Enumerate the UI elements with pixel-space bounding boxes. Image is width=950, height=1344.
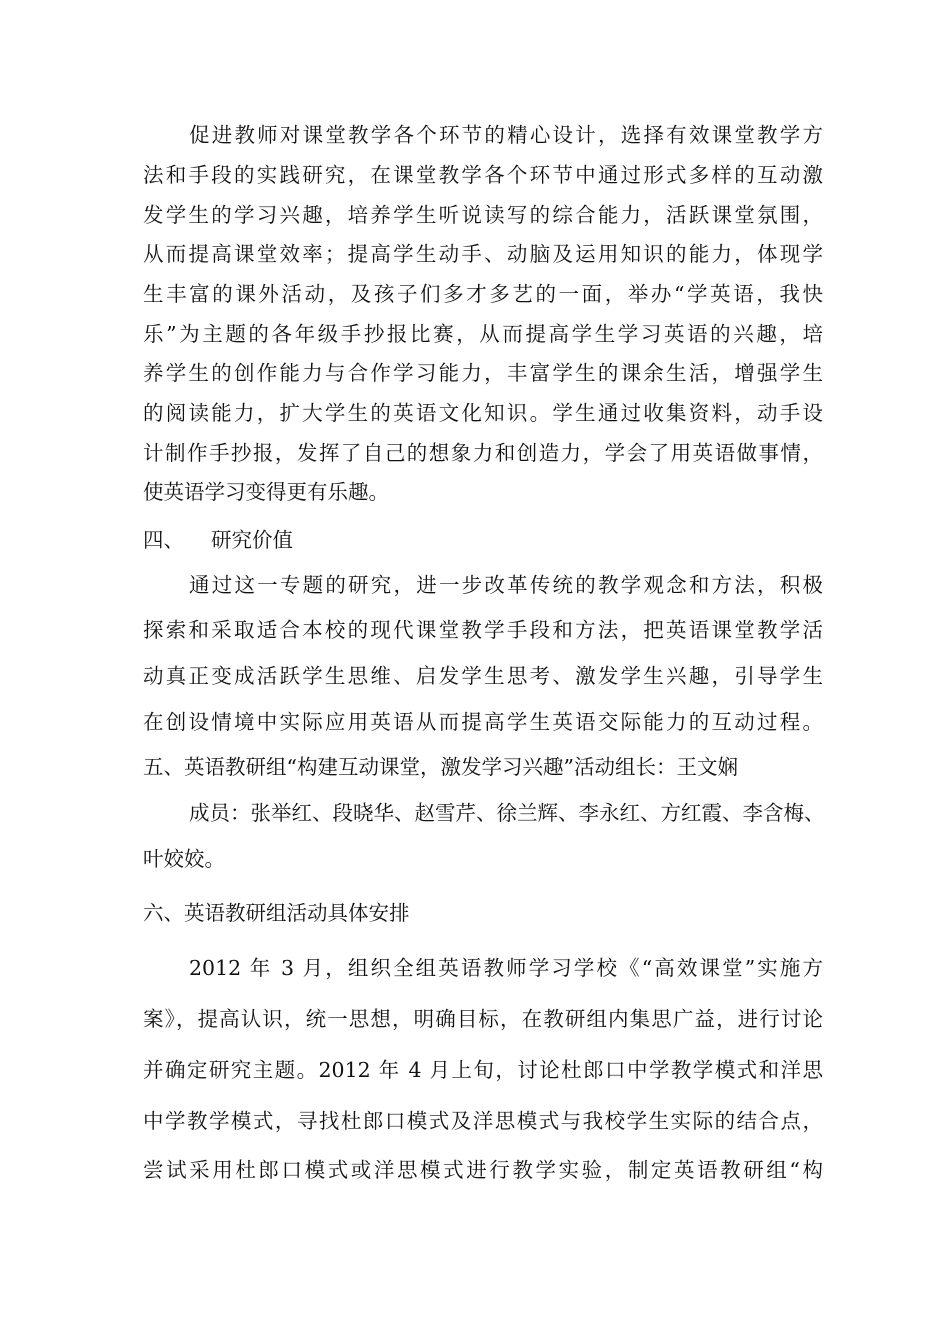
text-line: 探索和采取适合本校的现代课堂教学手段和方法，把英语课堂教学活 <box>143 618 823 642</box>
section-title: 研究价值 <box>211 528 293 552</box>
section-number: 四、 <box>143 528 184 552</box>
text-line: 案》，提高认识，统一思想，明确目标，在教研组内集思广益，进行讨论 <box>143 1007 823 1031</box>
text-line: 中学教学模式，寻找杜郎口模式及洋思模式与我校学生实际的结合点， <box>143 1109 823 1133</box>
section-heading-schedule: 六、英语教研组活动具体安排 <box>143 901 410 925</box>
text-line: 的阅读能力，扩大学生的英语文化知识。学生通过收集资料，动手设 <box>143 401 823 425</box>
text-line: 动真正变成活跃学生思维、启发学生思考、激发学生兴趣，引导学生 <box>143 664 823 688</box>
text-line: 乐”为主题的各年级手抄报比赛，从而提高学生学习英语的兴趣，培 <box>143 322 823 346</box>
text-line: 计制作手抄报，发挥了自己的想象力和创造力，学会了用英语做事情， <box>143 441 823 465</box>
text-line: 使英语学习变得更有乐趣。 <box>143 480 389 504</box>
text-line: 生丰富的课外活动，及孩子们多才多艺的一面，举办“学英语，我快 <box>143 282 823 306</box>
text-line: 叶姣姣。 <box>143 847 225 871</box>
text-line: 通过这一专题的研究，进一步改革传统的教学观念和方法，积极 <box>189 573 823 597</box>
text-line: 法和手段的实践研究，在课堂教学各个环节中通过形式多样的互动激 <box>143 163 823 187</box>
text-line: 2012 年 3 月，组织全组英语教师学习学校《“高效课堂”实施方 <box>189 956 823 980</box>
text-line: 尝试采用杜郎口模式或洋思模式进行教学实验，制定英语教研组“构 <box>143 1158 823 1182</box>
text-line: 并确定研究主题。2012 年 4 月上旬，讨论杜郎口中学教学模式和洋思 <box>143 1058 823 1082</box>
text-line: 在创设情境中实际应用英语从而提高学生英语交际能力的互动过程。 <box>143 710 823 734</box>
text-line: 发学生的学习兴趣，培养学生听说读写的综合能力，活跃课堂氛围， <box>143 203 823 227</box>
text-line: 成员：张举红、段晓华、赵雪芹、徐兰辉、李永红、方红霞、李含梅、 <box>189 801 825 825</box>
text-line: 养学生的创作能力与合作学习能力，丰富学生的课余生活，增强学生 <box>143 361 823 385</box>
section-heading-activity-group: 五、英语教研组“构建互动课堂，激发学习兴趣”活动组长：王文娴 <box>143 755 738 779</box>
text-line: 从而提高课堂效率；提高学生动手、动脑及运用知识的能力，体现学 <box>143 242 823 266</box>
text-line: 促进教师对课堂教学各个环节的精心设计，选择有效课堂教学方 <box>189 123 823 147</box>
